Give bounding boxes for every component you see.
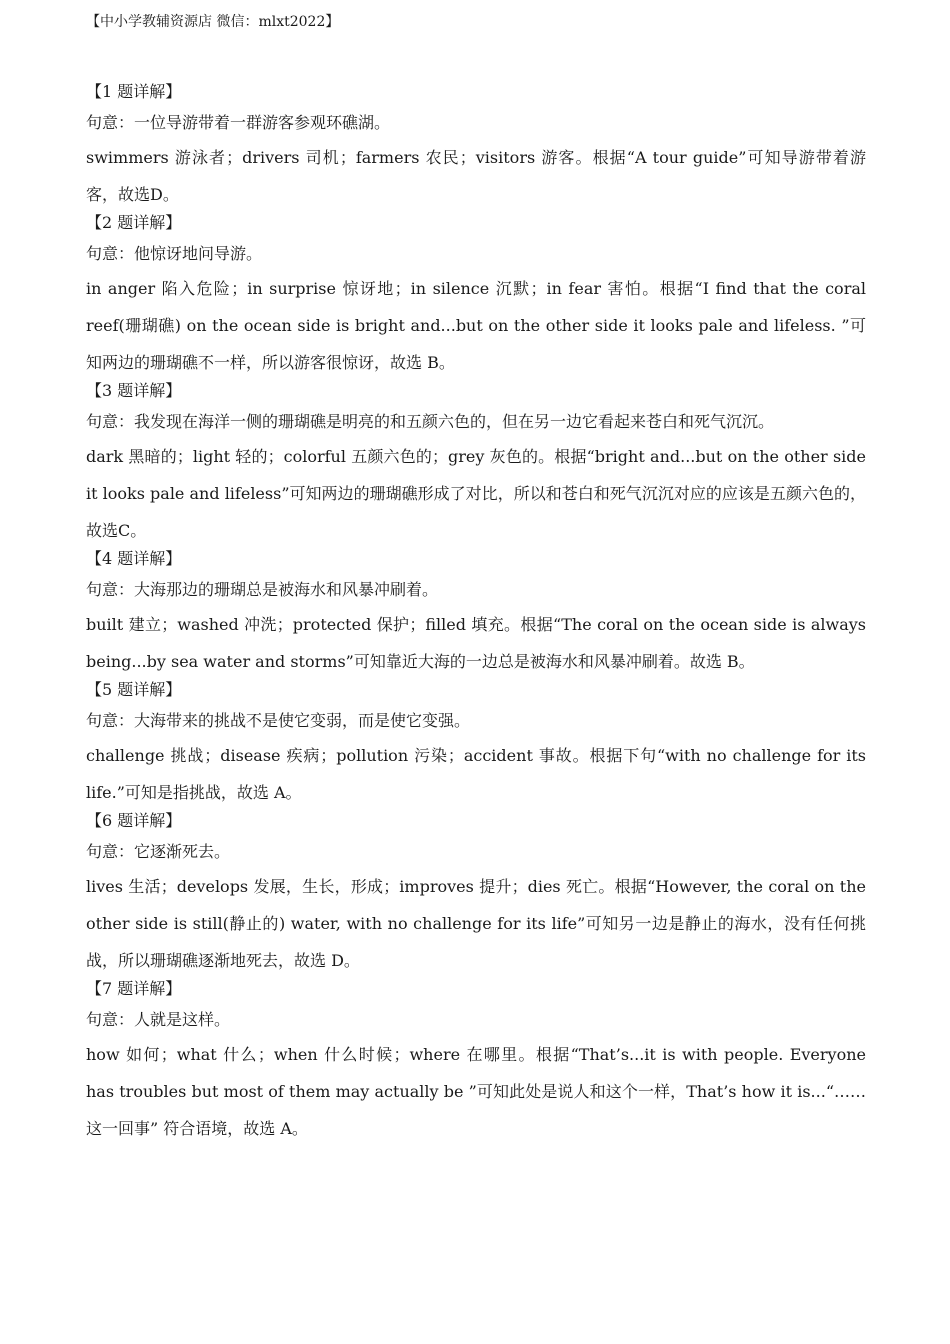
sentence-meaning: 句意：我发现在海洋一侧的珊瑚礁是明亮的和五颜六色的，但在另一边它看起来苍白和死气沉沉。 xyxy=(86,412,775,431)
explanation-text: dark 黑暗的；light 轻的；colorful 五颜六色的；grey 灰色的。根据“bright and...but on the other side it looks pale and lifeless”可知两边的珊瑚礁形成了对比，所以和苍白和死气沉沉对应的应该是五颜六色的，故选C。 xyxy=(86,447,866,540)
question-heading: 【3 题详解】 xyxy=(86,381,182,400)
question-heading: 【6 题详解】 xyxy=(86,811,182,830)
explanation-text: lives 生活；develops 发展，生长，形成；improves 提升；dies 死亡。根据“However, the coral on the other side is still(静止的) water, with no challenge for its life”可知另一边是静止的海水，没有任何挑战，所以珊瑚礁逐渐地死去，故选 D。 xyxy=(86,877,866,970)
sentence-meaning: 句意：人就是这样。 xyxy=(86,1010,231,1029)
question-explanation-5 xyxy=(86,680,866,811)
question-explanation-7 xyxy=(86,979,866,1147)
explanation-text: in anger 陷入危险；in surprise 惊讶地；in silence 沉默；in fear 害怕。根据“I find that the coral reef(珊瑚礁) on the ocean side is bright and...but on the other side it looks pale and lifeless. ”可知两边的珊瑚礁不一样，所以游客很惊讶，故选 B。 xyxy=(86,279,866,372)
answer-explanations xyxy=(86,78,866,1147)
page-header: 【中小学教辅资源店 微信：mlxt2022】 xyxy=(86,14,340,30)
explanation-text: built 建立；washed 冲洗；protected 保护；filled 填充。根据“The coral on the ocean side is always being...by sea water and storms”可知靠近大海的一边总是被海水和风暴冲刷着。故选 B。 xyxy=(86,615,866,671)
sentence-meaning: 句意：他惊讶地问导游。 xyxy=(86,244,263,263)
question-explanation-4 xyxy=(86,549,866,680)
sentence-meaning: 句意：一位导游带着一群游客参观环礁湖。 xyxy=(86,113,391,132)
sentence-meaning: 句意：大海那边的珊瑚总是被海水和风暴冲刷着。 xyxy=(86,580,439,599)
question-explanation-6 xyxy=(86,811,866,979)
question-explanation-2 xyxy=(86,213,866,381)
question-heading: 【5 题详解】 xyxy=(86,680,182,699)
explanation-text: challenge 挑战；disease 疾病；pollution 污染；accident 事故。根据下句“with no challenge for its life.”可知是指挑战，故选 A。 xyxy=(86,746,866,802)
question-explanation-3 xyxy=(86,381,866,549)
question-heading: 【2 题详解】 xyxy=(86,213,182,232)
sentence-meaning: 句意：大海带来的挑战不是使它变弱，而是使它变强。 xyxy=(86,711,471,730)
sentence-meaning: 句意：它逐渐死去。 xyxy=(86,842,231,861)
question-heading: 【1 题详解】 xyxy=(86,82,182,101)
explanation-text: swimmers 游泳者；drivers 司机；farmers 农民；visitors 游客。根据“A tour guide”可知导游带着游客，故选D。 xyxy=(86,148,866,204)
question-heading: 【7 题详解】 xyxy=(86,979,182,998)
explanation-text: how 如何；what 什么；when 什么时候；where 在哪里。根据“That’s...it is with people. Everyone has troubles but most of them may actually be ”可知此处是说人和这个一样，That’s how it is...“……这一回事” 符合语境，故选 A。 xyxy=(86,1045,866,1138)
question-explanation-1 xyxy=(86,78,866,213)
question-heading: 【4 题详解】 xyxy=(86,549,182,568)
